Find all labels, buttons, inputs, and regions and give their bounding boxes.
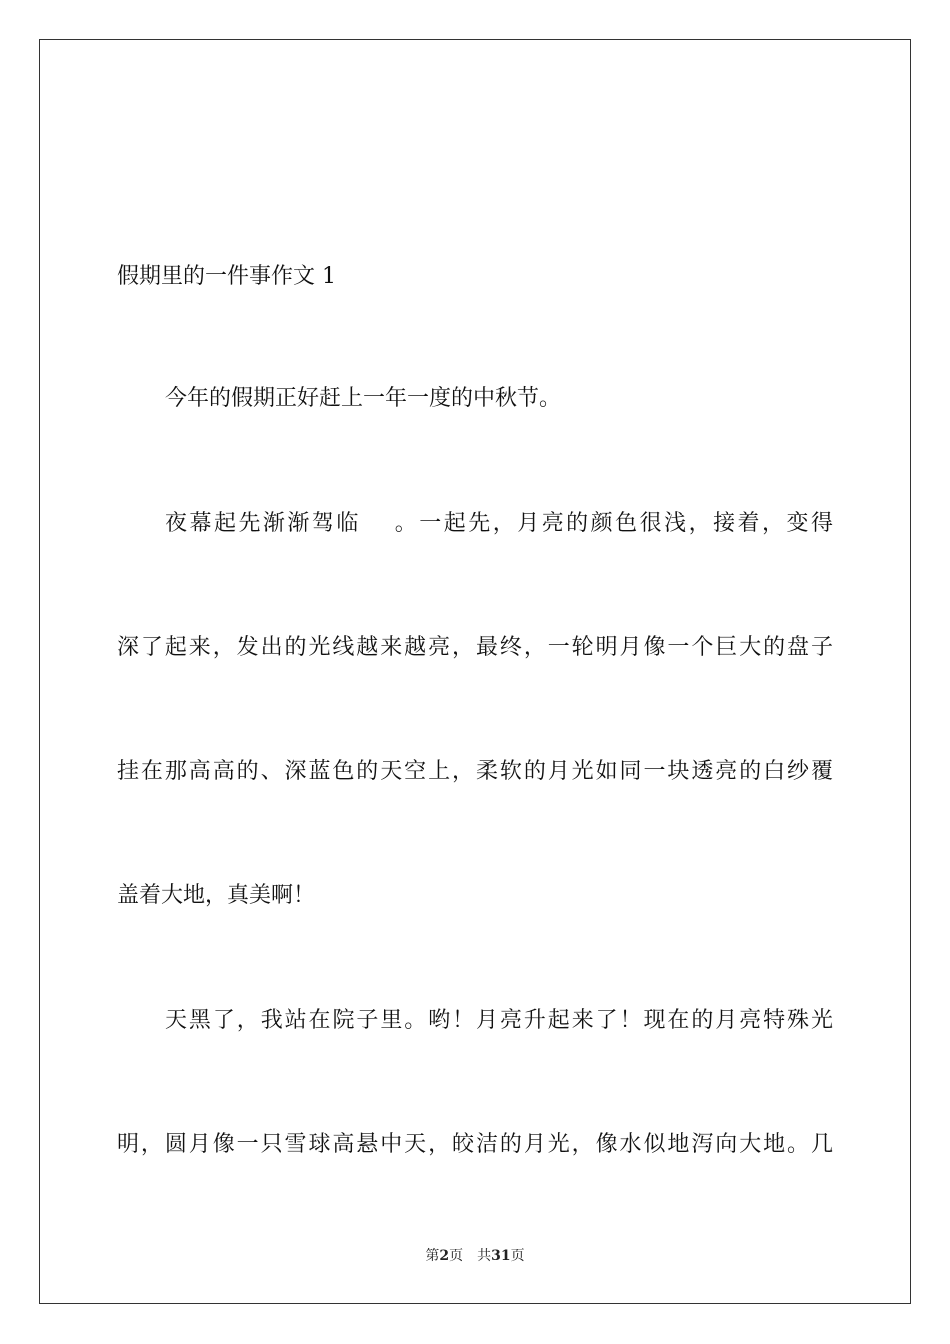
paragraph-line-2: 夜幕起先渐渐驾临 。一起先，月亮的颜色很浅，接着，变得: [165, 511, 833, 536]
footer-page-suffix: 页: [449, 1248, 464, 1264]
footer-total-pages: 31: [491, 1248, 511, 1264]
footer-total-suffix: 页: [510, 1248, 525, 1264]
paragraph-line-4: 挂在那高高的、深蓝色的天空上，柔软的月光如同一块透亮的白纱覆: [117, 759, 833, 784]
paragraph-line-3: 深了起来，发出的光线越来越亮，最终，一轮明月像一个巨大的盘子: [117, 635, 833, 660]
paragraph-line-5: 盖着大地，真美啊！: [117, 883, 316, 908]
document-title: 假期里的一件事作文 1: [117, 264, 336, 289]
page-footer: [0, 1246, 950, 1266]
paragraph-line-6: 天黑了，我站在院子里。哟！月亮升起来了！现在的月亮特殊光: [165, 1008, 833, 1033]
footer-page-number: 2: [439, 1248, 450, 1264]
page-border: [39, 39, 911, 1304]
paragraph-line-7: 明，圆月像一只雪球高悬中天，皎洁的月光，像水似地泻向大地。几: [117, 1132, 833, 1157]
paragraph-line-1: 今年的假期正好赶上一年一度的中秋节。: [165, 386, 562, 411]
footer-total-prefix: 共: [477, 1248, 492, 1264]
footer-page-prefix: 第: [425, 1248, 440, 1264]
